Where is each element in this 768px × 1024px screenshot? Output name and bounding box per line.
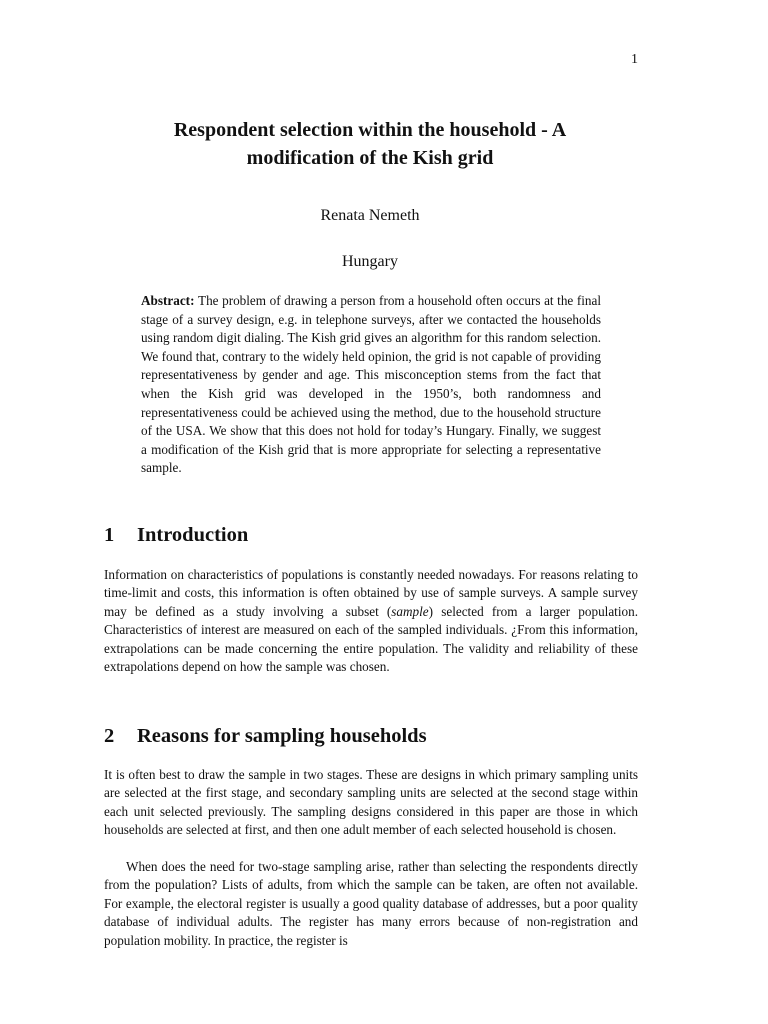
author-name: Renata Nemeth <box>320 207 420 224</box>
section-title: Reasons for sampling households <box>137 725 427 747</box>
section-title: Introduction <box>137 524 249 546</box>
author-affiliation: Hungary <box>342 253 398 270</box>
section-heading-reasons <box>104 725 427 748</box>
italic-term: sample <box>391 603 429 619</box>
paragraph-text: ) selected from a larger population. Characteristics of interest are measured on each of the sampled individuals. ¿From this information, extrapolations can be made concerning the entire population. The validity and reliability of these extrapolations depend on how the sample was chosen. <box>104 603 638 675</box>
reasons-paragraph-1: It is often best to draw the sample in two stages. These are designs in which primary sampling units are selected at the first stage, and secondary sampling units are selected at the second stage within each unit selected previously. The sampling designs considered in this paper are those in which households are selected at first, and then one adult member of each selected household is chosen. <box>104 767 638 838</box>
paper-title <box>104 116 636 172</box>
section-number: 1 <box>104 524 115 546</box>
abstract-label: Abstract: <box>141 293 195 308</box>
page-number: 1 <box>631 52 638 67</box>
paper-title-line-2: modification of the Kish grid <box>246 147 494 169</box>
paper-title-line-1: Respondent selection within the household - A <box>173 119 567 141</box>
abstract-text: The problem of drawing a person from a household often occurs at the final stage of a survey design, e.g. in telephone surveys, after we contacted the households using random digit dialing. The Kish grid gives an algorithm for this random selection. We found that, contrary to the widely held opinion, the grid is not capable of providing representativeness by gender and age. This misconception stems from the fact that when the Kish grid was developed in the 1950’s, both randomness and representativeness could be achieved using the method, due to the household structure of the USA. We show that this does not hold for today’s Hungary. Finally, we suggest a modification of the Kish grid that is more appropriate for selecting a representative sample. <box>141 293 601 476</box>
section-heading-introduction <box>104 524 248 547</box>
paragraph-text: Information on characteristics of populations is constantly needed nowadays. For reasons relating to time-limit and costs, this information is often obtained by use of sample surveys. A sample survey may be defined as a study involving a subset ( <box>104 567 638 619</box>
section-number: 2 <box>104 725 115 747</box>
introduction-paragraph <box>104 566 638 676</box>
abstract <box>141 292 601 478</box>
reasons-paragraph-2: When does the need for two-stage sampling arise, rather than selecting the respondents directly from the population? Lists of adults, from which the sample can be taken, are often not available. For example, the electoral register is usually a good quality database of addresses, but a poor quality database of individual adults. The register has many errors because of non-registration and population mobility. In practice, the register is <box>104 859 638 948</box>
